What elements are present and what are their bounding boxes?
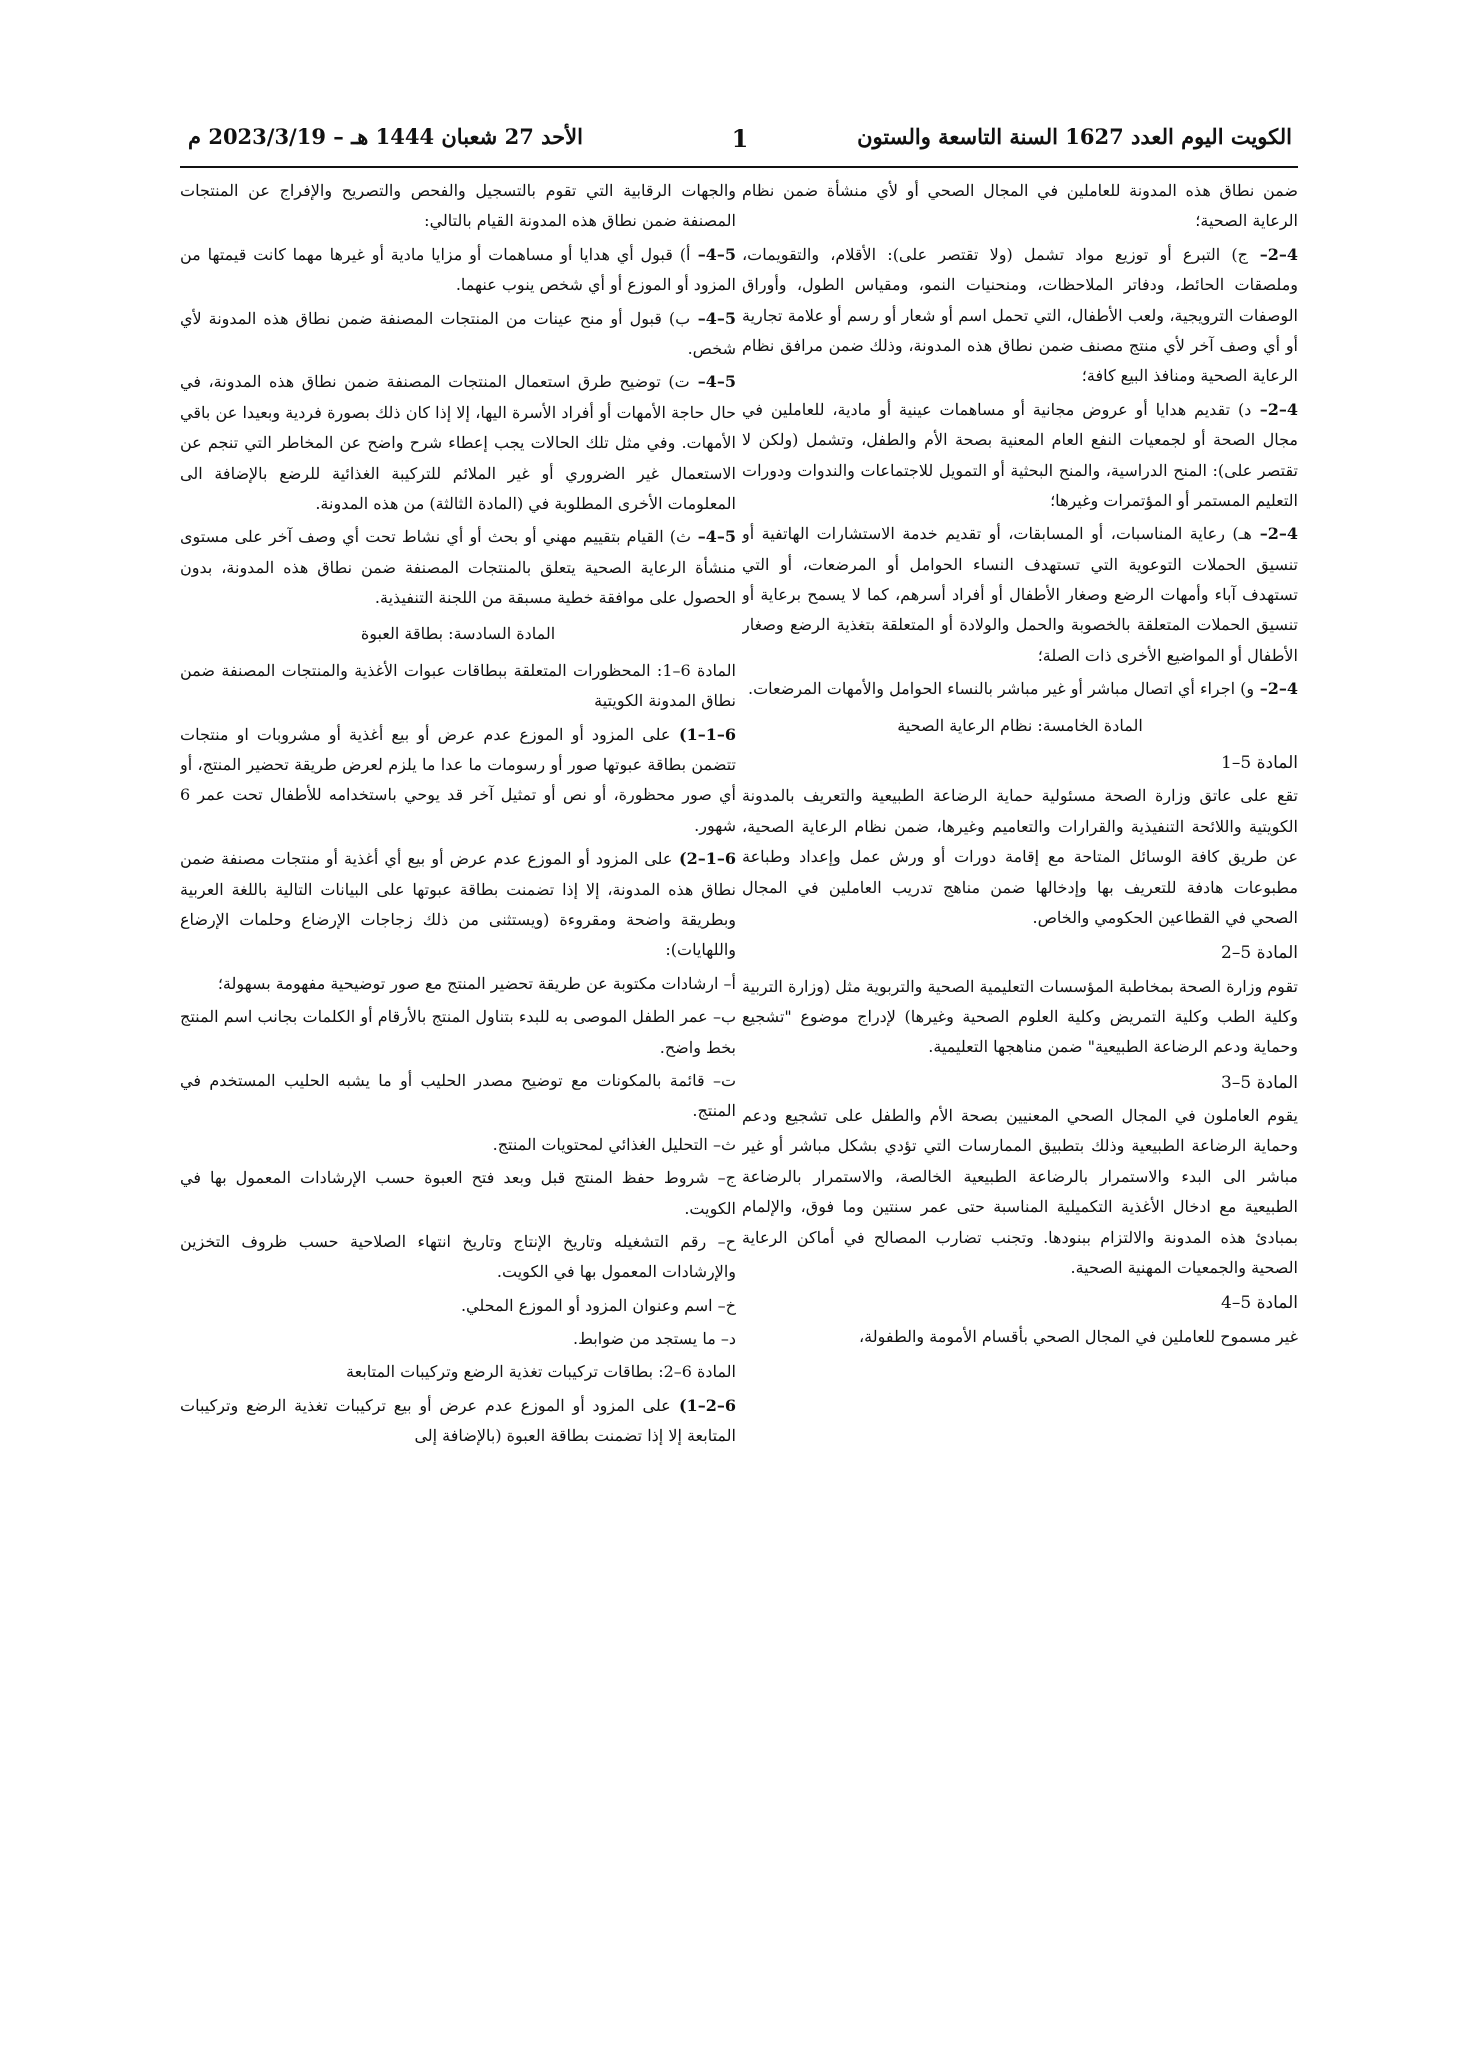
clause-number: 5–4– [689,372,736,392]
paragraph [180,844,736,966]
paragraph-text: خ– اسم وعنوان المزود أو الموزع المحلي. [460,1295,736,1315]
paragraph-text: المادة 6–1: المحظورات المتعلقة ببطاقات عبوات الأغذية والمنتجات المصنفة ضمن نطاق المدونة الكويتية [180,660,736,711]
paragraph-text: هـ) رعاية المناسبات، أو المسابقات، أو تقديم خدمة الاستشارات الهاتفية أو تنسيق الحملات التوعوية التي تستهدف النساء الحوامل أو المرضعات، أو التي تستهدف آباء وأمهات الرضع وصغار الأطفال أو أفراد أسرهم، كما لا يسمح برعاية أو تنسيق الحملات المتعلقة بالخصوبة والحمل والولادة أو المتعلقة بتغذية الرضع وصغار الأطفال أو المواضيع الأخرى ذات الصلة؛ [742,524,1298,665]
paragraph-text: ت– قائمة بالمكونات مع توضيح مصدر الحليب أو ما يشبه الحليب المستخدم في المنتج. [180,1070,736,1121]
paragraph-text: على المزود أو الموزع عدم عرض أو بيع أغذية أو مشروبات او منتجات تتضمن بطاقة عبوتها صور أو رسومات ما عدا ما يلزم لعرض طريقة تحضير المنتج، أو أي صور محظورة، أو نص أو تمثيل آخر قد يوحي باستخدامه للأطفال تحت عمر 6 شهور. [180,724,736,835]
paragraph [180,720,736,842]
paragraph-text: أ) قبول أي هدايا أو مساهمات أو مزايا مادية أو غيرها مهما كانت قيمتها من المزود أو الموزع أو أي شخص ينوب عنهما. [180,244,736,295]
paragraph [180,656,736,717]
paragraph-text: د) تقديم هدايا أو عروض مجانية أو مساهمات عينية أو مادية، للعاملين في مجال الصحة أو لجمعيات النفع العام المعنية بصحة الأم والطفل، وتشمل (ولكن لا تقتصر على): المنح الدراسية، والمنح البحثية أو التمويل للاجتماعات والندوات ودورات التعليم المستمر أو المؤتمرات وغيرها؛ [742,399,1298,510]
article-heading [742,1067,1298,1099]
clause-number: 6–1–1) [670,724,736,744]
paragraph [742,781,1298,933]
paragraph [742,674,1298,704]
paragraph-text: غير مسموح للعاملين في المجال الصحي بأقسام الأمومة والطفولة، [858,1326,1298,1346]
paragraph-text: أ– ارشادات مكتوبة عن طريقة تحضير المنتج مع صور توضيحية مفهومة بسهولة؛ [217,973,736,993]
paragraph-text: تقوم وزارة الصحة بمخاطبة المؤسسات التعليمية الصحية والتربوية مثل (وزارة التربية وكلية الطب وكلية التمريض وكلية العلوم الصحية وغيرها) لإدراج موضوع "تشجيع وحماية ودعم الرضاعة الطبيعية" ضمن مناهجها التعليمية. [742,976,1298,1057]
page-header [188,124,1292,160]
paragraph [180,1163,736,1224]
paragraph-text: د– ما يستجد من ضوابط. [573,1329,736,1349]
clause-number: 6–2–1) [670,1395,736,1415]
paragraph-text: ب) قبول أو منح عينات من المنتجات المصنفة ضمن نطاق هذه المدونة لأي شخص. [180,308,736,358]
paragraph-text: المادة 6–2: بطاقات تركيبات تغذية الرضع وتركيبات المتابعة [346,1362,736,1382]
paragraph-text: المادة 5–4 [1221,1293,1298,1314]
paragraph-text: ث) القيام بتقييم مهني أو بحث أو أي نشاط تحت أي وصف آخر على مستوى منشأة الرعاية الصحية يتعلق بالمنتجات المصنفة ضمن نطاق هذه المدونة، بدون الحصول على موافقة خطية مسبقة من اللجنة التنفيذية. [180,527,736,608]
clause-number: 4–2– [1251,399,1298,419]
paragraph [180,304,736,365]
paragraph-text: ح– رقم التشغيله وتاريخ الإنتاج وتاريخ انتهاء الصلاحية حسب ظروف التخزين والإرشادات المعمول بها في الكويت. [180,1231,736,1282]
paragraph [180,176,736,237]
paragraph [180,1227,736,1288]
paragraph [180,367,736,519]
paragraph [180,240,736,301]
article-heading [742,747,1298,779]
paragraph-text: على المزود أو الموزع عدم عرض أو بيع تركيبات تغذية الرضع وتركيبات المتابعة إلا إذا تضمنت بطاقة العبوة (بالإضافة إلى [180,1395,736,1446]
article-heading [742,711,1298,741]
paragraph-text: و) اجراء أي اتصال مباشر أو غير مباشر بالنساء الحوامل والأمهات المرضعات. [747,679,1255,699]
header-rule [180,166,1298,168]
header-date: الأحد 27 شعبان 1444 هـ – 2023/3/19 م [188,124,583,149]
clause-number: 4–2– [1254,679,1298,699]
paragraph [742,176,1298,237]
page-number: 1 [731,124,749,153]
right-column [742,176,1298,2016]
paragraph-text: ث– التحليل الغذائي لمحتويات المنتج. [492,1134,736,1154]
paragraph-text: ج) التبرع أو توزيع مواد تشمل (ولا تقتصر على): الأقلام، والتقويمات، وملصقات الحائط، ودفاتر الملاحظات، ومنحنيات النمو، ومقياس الطول، وأوراق الوصفات الترويجية، ولعب الأطفال، التي تحمل اسم أو شعار أو رسم أو علامة تجارية أو أي وصف آخر لأي منتج مصنف ضمن نطاق هذه المدونة، وذلك ضمن مرافق نظام الرعاية الصحية ومنافذ البيع كافة؛ [742,244,1298,386]
paragraph-text: ضمن نطاق هذه المدونة للعاملين في المجال الصحي أو لأي منشأة ضمن نظام الرعاية الصحية؛ [742,181,1298,231]
paragraph [180,1291,736,1321]
header-issue-info: الكويت اليوم العدد 1627 السنة التاسعة والستون [857,124,1292,149]
left-column [180,176,736,2016]
paragraph-text: على المزود أو الموزع عدم عرض أو بيع أي أغذية أو منتجات مصنفة ضمن نطاق هذه المدونة، إلا إذا تضمنت بطاقة عبوتها على البيانات التالية باللغة العربية وبطريقة واضحة ومقروءة (ويستثنى من ذلك زجاجات الإرضاع وحلمات الإرضاع واللهايات): [180,849,736,960]
clause-number: 5–4– [690,244,736,264]
paragraph [742,1322,1298,1352]
paragraph-text: ج– شروط حفظ المنتج قبل وبعد فتح العبوة حسب الإرشادات المعمول بها في الكويت. [180,1168,736,1218]
paragraph [180,1391,736,1452]
paragraph-text: المادة الخامسة: نظام الرعاية الصحية [897,715,1143,735]
paragraph [180,1066,736,1127]
paragraph [180,1002,736,1063]
clause-number: 5–4– [690,308,736,328]
paragraph-text: يقوم العاملون في المجال الصحي المعنيين بصحة الأم والطفل على تشجيع ودعم وحماية الرضاعة الطبيعية وذلك بتطبيق الممارسات التي تؤدي بشكل مباشر أو غير مباشر الى البدء والاستمرار بالرضاعة الطبيعية الخالصة، والاستمرار بالرضاعة الطبيعية مع ادخال الأغذية التكميلية المناسبة حتى عمر سنتين وما فوق، والإلمام بمبادئ هذه المدونة والالتزام ببنودها. وتجنب تضارب المصالح في أماكن الرعاية الصحية والجمعيات المهنية الصحية. [742,1106,1298,1277]
paragraph-text: ت) توضيح طرق استعمال المنتجات المصنفة ضمن نطاق هذه المدونة، في حال حاجة الأمهات أو أفراد الأسرة اليها، إلا إذا كان ذلك بصورة فردية وبعيدا عن باقي الأمهات. وفي مثل تلك الحالات يجب إعطاء شرح واضح عن المخاطر التي تنجم عن الاستعمال غير الضروري أو غير الملائم للتركيبة الغذائية للرضع بالإضافة الى المعلومات الأخرى المطلوبة في (المادة الثالثة) من هذه المدونة. [180,372,736,513]
paragraph [742,519,1298,671]
paragraph [742,972,1298,1063]
paragraph [180,1357,736,1387]
paragraph-text: المادة 5–2 [1221,943,1298,964]
paragraph [180,1324,736,1354]
paragraph [180,969,736,999]
paragraph [180,522,736,613]
article-heading [742,937,1298,969]
clause-number: 4–2– [1251,524,1298,544]
paragraph-text: ب– عمر الطفل الموصى به للبدء بتناول المنتج بالأرقام أو الكلمات بجانب اسم المنتج بخط واضح. [180,1007,736,1057]
clause-number: 5–4– [691,527,736,547]
paragraph [742,395,1298,517]
clause-number: 6–1–2) [672,849,736,869]
article-heading [180,619,736,649]
paragraph-text: تقع على عاتق وزارة الصحة مسئولية حماية الرضاعة الطبيعية والتعريف بالمدونة الكويتية واللائحة التنفيذية والقرارات والتعاميم وغيرها، ضمن نظام الرعاية الصحية، عن طريق كافة الوسائل المتاحة مع إقامة دورات أو ورش عمل وإعداد وطباعة مطبوعات هادفة للتعريف بها وإدخالها ضمن مناهج تدريب العاملين في المجال الصحي في القطاعين الحكومي والخاص. [742,786,1298,927]
paragraph-text: المادة السادسة: بطاقة العبوة [360,624,556,644]
paragraph [742,240,1298,392]
paragraph-text: المادة 5–3 [1221,1072,1298,1093]
paragraph-text: والجهات الرقابية التي تقوم بالتسجيل والفحص والتصريح والإفراج عن المنتجات المصنفة ضمن نطاق هذه المدونة القيام بالتالي: [180,181,736,231]
clause-number: 4–2– [1248,244,1298,264]
paragraph [180,1130,736,1160]
paragraph [742,1101,1298,1283]
paragraph-text: المادة 5–1 [1221,753,1298,774]
article-heading [742,1287,1298,1319]
